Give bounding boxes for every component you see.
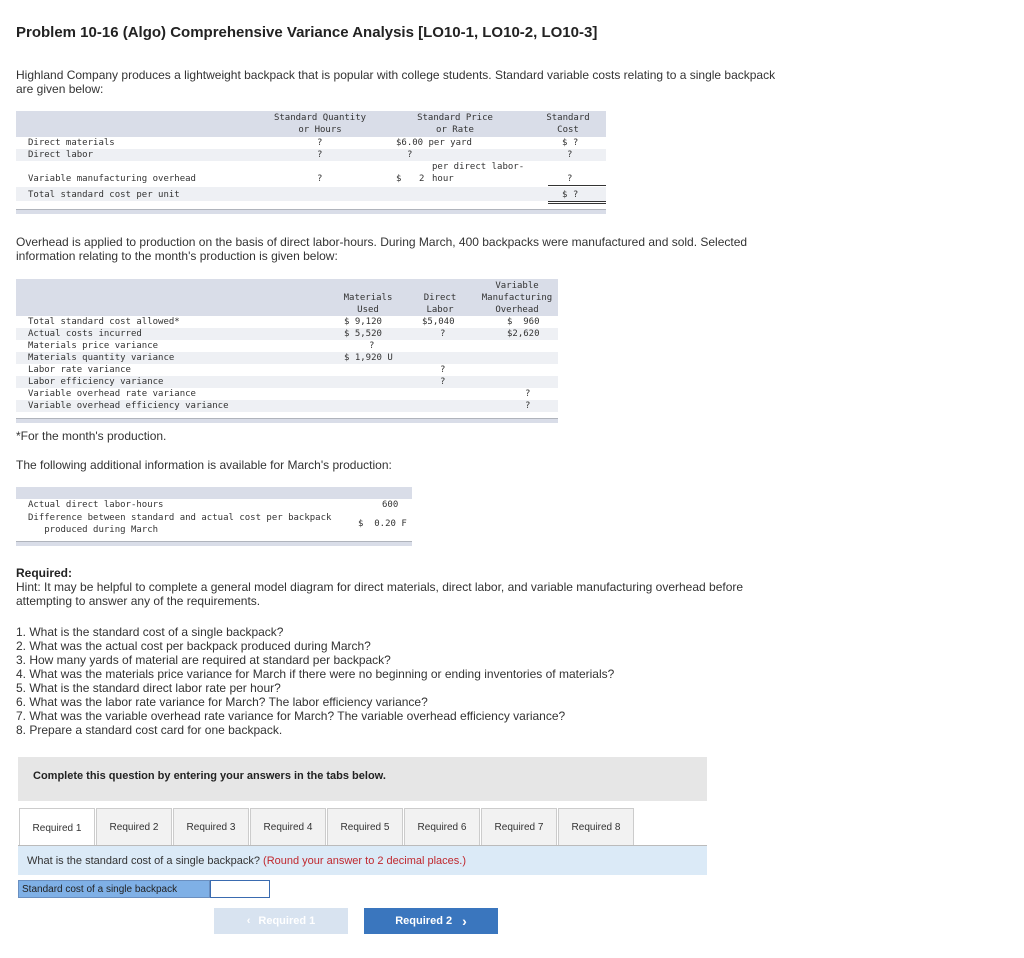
cell-materials: $ 5,520 [344, 329, 382, 339]
questions-list [16, 625, 776, 737]
cell: 2 [419, 174, 425, 184]
cell-overhead: $ 960 [507, 317, 540, 327]
row-label: Actual costs incurred [28, 329, 142, 339]
row-label: Materials quantity variance [28, 353, 175, 363]
row-label: Difference between standard and actual cost per backpack produced during March [28, 513, 332, 535]
answer-label: Standard cost of a single backpack [18, 880, 210, 898]
chevron-right-icon: › [462, 913, 467, 929]
row-label: Total standard cost allowed* [28, 317, 180, 327]
intro-text: Highland Company produces a lightweight backpack that is popular with college students. Standard variable costs relating to a single backpack are given below: [16, 68, 776, 96]
cell-materials: $ 9,120 [344, 317, 382, 327]
cell-materials: $ 1,920 U [344, 353, 393, 363]
cell: ? [317, 138, 323, 148]
cell: per direct labor- hour [432, 162, 525, 184]
para3: The following additional information is available for March's production: [16, 458, 392, 472]
instruction-text: Complete this question by entering your answers in the tabs below. [33, 770, 386, 782]
prompt-text [27, 855, 466, 867]
row-stripe [16, 149, 606, 161]
col-materials: Materials Used [343, 293, 393, 315]
col-overhead: Variable Manufacturing Overhead [481, 281, 553, 315]
cell: ? [407, 150, 413, 160]
next-label: Required 2 [395, 915, 453, 927]
divider [548, 185, 606, 186]
col-standard-cost: Standard Cost [546, 113, 590, 135]
divider [548, 201, 606, 204]
col-standard-quantity: Standard Quantity or Hours [273, 113, 367, 135]
cell: $ ? [562, 190, 579, 200]
cell: $ ? [562, 138, 579, 148]
tab-required-4[interactable]: Required 4 [250, 808, 326, 845]
cell-labor: ? [440, 329, 446, 339]
table3-header [16, 487, 412, 499]
row-label: Total standard cost per unit [28, 190, 180, 200]
cell-labor: ? [440, 365, 446, 375]
col-labor: Direct Labor [423, 293, 457, 315]
tab-required-3[interactable]: Required 3 [173, 808, 249, 845]
tab-required-1[interactable]: Required 1 [19, 808, 95, 847]
cell-labor: ? [440, 377, 446, 387]
cell: ? [567, 150, 573, 160]
table2-footer [16, 418, 558, 423]
cell: 600 [382, 500, 399, 510]
para2: Overhead is applied to production on the basis of direct labor-hours. During March, 400 backpacks were manufactured and sold. Selected information relating to the month's production is given below: [16, 235, 748, 263]
cell-overhead: ? [525, 389, 531, 399]
row-label: Variable manufacturing overhead [28, 174, 196, 184]
cell-labor: $5,040 [422, 317, 455, 327]
tab-required-8[interactable]: Required 8 [558, 808, 634, 845]
cell: $6.00 per yard [396, 138, 472, 148]
row-label: Materials price variance [28, 341, 159, 351]
footnote: *For the month's production. [16, 429, 167, 443]
cell: ? [317, 174, 323, 184]
question-item: 2. What was the actual cost per backpack produced during March? [16, 639, 371, 653]
col-standard-price: Standard Price or Rate [417, 113, 493, 135]
prev-required-button[interactable] [214, 908, 348, 934]
question-item: 1. What is the standard cost of a single backpack? [16, 625, 284, 639]
tab-required-2[interactable]: Required 2 [96, 808, 172, 845]
row-label: Actual direct labor-hours [28, 500, 164, 510]
table3-footer [16, 541, 412, 546]
tab-required-6[interactable]: Required 6 [404, 808, 480, 845]
row-label: Direct labor [28, 150, 94, 160]
required-heading: Required: [16, 566, 73, 580]
cell: $ 0.20 F [358, 519, 407, 529]
tab-required-5[interactable]: Required 5 [327, 808, 403, 845]
row-label: Labor efficiency variance [28, 377, 164, 387]
prev-label: Required 1 [258, 915, 316, 927]
chevron-left-icon: ‹ [246, 915, 251, 927]
row-label: Labor rate variance [28, 365, 131, 375]
tab-required-7[interactable]: Required 7 [481, 808, 557, 845]
question-item: 7. What was the variable overhead rate variance for March? The variable overhead efficiency variance? [16, 709, 566, 723]
cell: $ [396, 174, 402, 184]
question-item: 3. How many yards of material are required at standard per backpack? [16, 653, 391, 667]
cell-overhead: ? [525, 401, 531, 411]
cell-overhead: $2,620 [507, 329, 540, 339]
next-required-button[interactable] [364, 908, 498, 934]
page-title: Problem 10-16 (Algo) Comprehensive Variance Analysis [LO10-1, LO10-2, LO10-3] [16, 24, 598, 41]
row-label: Direct materials [28, 138, 115, 148]
question-item: 8. Prepare a standard cost card for one backpack. [16, 723, 283, 737]
prompt-note: (Round your answer to 2 decimal places.) [263, 855, 467, 867]
cell-materials: ? [369, 341, 375, 351]
question-item: 4. What was the materials price variance for March if there were no beginning or ending inventories of materials? [16, 667, 615, 681]
row-label: Variable overhead efficiency variance [28, 401, 229, 411]
hint: Hint: It may be helpful to complete a general model diagram for direct materials, direct labor, and variable manufacturing overhead before attempting to answer any of the requirements. [16, 580, 744, 608]
standard-cost-input[interactable] [210, 880, 270, 898]
prompt-question: What is the standard cost of a single backpack? [27, 855, 260, 867]
row-label: Variable overhead rate variance [28, 389, 196, 399]
question-item: 6. What was the labor rate variance for March? The labor efficiency variance? [16, 695, 428, 709]
cell: ? [317, 150, 323, 160]
question-item: 5. What is the standard direct labor rate per hour? [16, 681, 281, 695]
cell: ? [567, 174, 573, 184]
table1-footer [16, 209, 606, 214]
